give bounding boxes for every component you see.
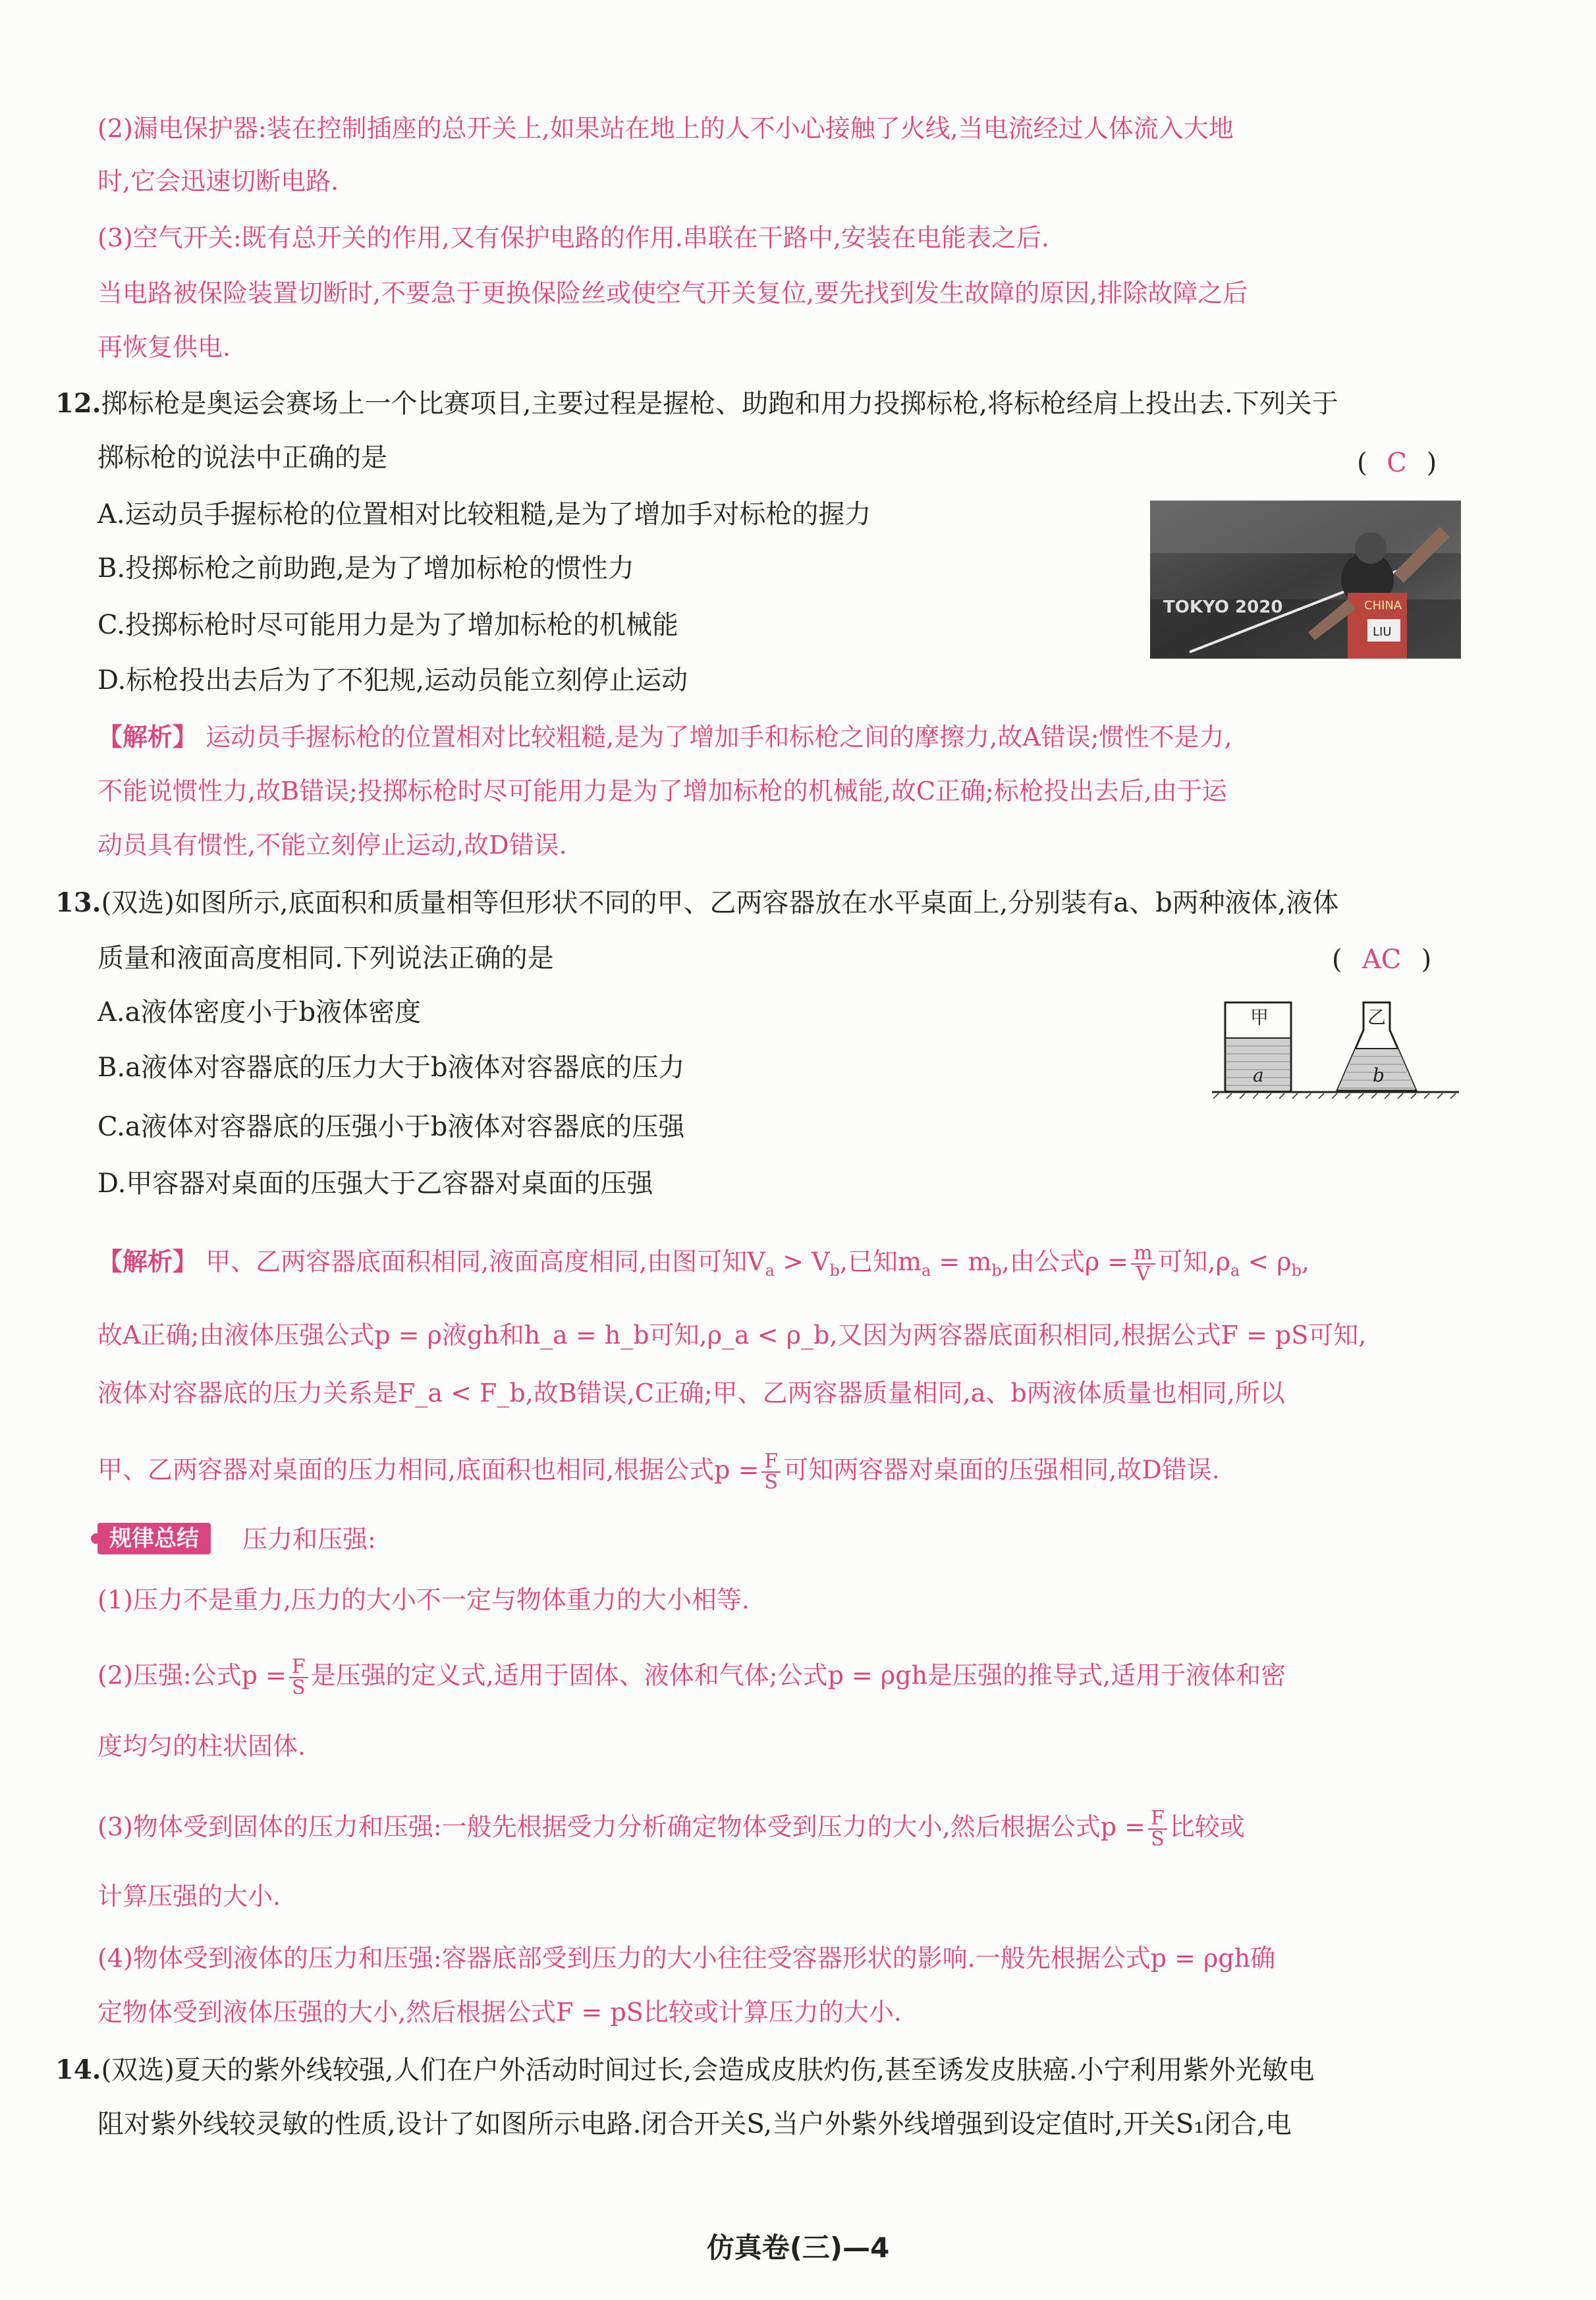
q13-option-b: B.a液体对容器底的压力大于b液体对容器底的压力 (97, 1053, 685, 1083)
summary-s3-frac-den: S (1151, 1828, 1165, 1851)
q14-stem-line1 (55, 2054, 1315, 2087)
page-footer: 仿真卷(三)—4 (706, 2232, 890, 2264)
q12-option-d: D.标枪投出去后为了不犯规,运动员能立刻停止运动 (97, 665, 688, 696)
summary-s3-part2: 比较或 (1169, 1812, 1245, 1842)
summary-item-2-line1 (97, 1657, 1286, 1698)
q12-analysis-line1 (97, 721, 1232, 753)
summary-s3-fraction (1148, 1809, 1167, 1849)
fig-a-label: a (1253, 1064, 1264, 1086)
q12-option-b: B.投掷标枪之前助跑,是为了增加标枪的惯性力 (97, 553, 634, 584)
containers-diagram-svg (1212, 1000, 1462, 1099)
prev-note-line2: 再恢复供电. (97, 333, 231, 362)
q12-analysis-line2: 不能说惯性力,故B错误;投掷标枪时尽可能用力是为了增加标枪的机械能,故C正确;标枪投出去后,由于运 (97, 777, 1227, 806)
q13-number: 13. (55, 887, 101, 918)
q12-stem-line2: 掷标枪的说法中正确的是 (97, 443, 387, 473)
q14-stem-text1: (双选)夏天的紫外线较强,人们在户外活动时间过长,会造成皮肤灼伤,甚至诱发皮肤癌.小宁利用紫外光敏电 (101, 2055, 1315, 2085)
q13-analysis-tag: 【解析】 (97, 1246, 198, 1276)
q12-answer-value: C (1387, 448, 1407, 478)
q13-an1-part1: 甲、乙两容器底面积相同,液面高度相同,由图可知V (206, 1247, 765, 1276)
q13-an1-part8: , (1302, 1247, 1310, 1276)
q13-an1-part5: ,由公式ρ = (1001, 1247, 1129, 1276)
q13-an1-frac-num: m (1131, 1244, 1155, 1265)
summary-item-3-line1 (97, 1809, 1245, 1849)
q12-number: 12. (55, 388, 101, 419)
summary-s2-fraction (289, 1657, 308, 1698)
containers-diagram (1212, 1000, 1462, 1099)
summary-title: 压力和压强: (242, 1525, 376, 1554)
q13-analysis-line2: 故A正确;由液体压强公式p = ρ液gh和h_a = h_b可知,ρ_a < ρ_b,又因为两容器底面积相同,根据公式F = pS可知, (97, 1321, 1367, 1350)
q13-an4-fraction (761, 1452, 781, 1492)
q12-analysis-tag: 【解析】 (97, 722, 198, 752)
q13-an1-part3: ,已知m (839, 1247, 922, 1276)
summary-s3-part1: (3)物体受到固体的压力和压强:一般先根据受力分析确定物体受到压力的大小,然后根据公式p = (97, 1812, 1145, 1842)
q13-an4-frac-den: S (764, 1471, 779, 1494)
q13-an1-frac-den: V (1136, 1263, 1151, 1286)
summary-s3-frac-num: F (1148, 1809, 1167, 1830)
q12-option-a: A.运动员手握标枪的位置相对比较粗糙,是为了增加手对标枪的握力 (97, 499, 871, 530)
summary-s2-frac-num: F (289, 1657, 308, 1678)
q13-analysis-line3: 液体对容器底的压力关系是F_a < F_b,故B错误,C正确;甲、乙两容器质量相同,a、b两液体质量也相同,所以 (97, 1379, 1285, 1408)
q13-an1-part4: = m (939, 1247, 992, 1276)
q12-stem-line1 (55, 387, 1338, 420)
fig-yi-label: 乙 (1367, 1006, 1387, 1028)
summary-s2-part1: (2)压强:公式p = (97, 1660, 287, 1690)
summary-item-4-line1: (4)物体受到液体的压力和压强:容器底部受到压力的大小往往受容器形状的影响.一般先根据公式p = ρgh确 (97, 1944, 1276, 1973)
q12-answer-close: ) (1426, 448, 1437, 478)
q13-an1-fraction (1131, 1244, 1155, 1284)
q13-answer-open: ( (1332, 945, 1342, 975)
prev-note-line1: 当电路被保险装置切断时,不要急于更换保险丝或使空气开关复位,要先找到发生故障的原因,排除故障之后 (97, 279, 1248, 308)
q12-answer (1357, 447, 1437, 479)
javelin-photo (1150, 501, 1461, 659)
q13-option-a: A.a液体密度小于b液体密度 (97, 997, 422, 1027)
q12-option-c: C.投掷标枪时尽可能用力是为了增加标枪的机械能 (97, 610, 678, 640)
q12-answer-open: ( (1357, 448, 1367, 478)
q13-stem-line2: 质量和液面高度相同.下列说法正确的是 (97, 943, 554, 973)
q13-analysis-line1: 【解析】 甲、乙两容器底面积相同,液面高度相同,由图可知$V_a > V_b$,已知$m_a = m_b$,由公式ρ = $\frac{m}{V}$ 可知$,\rho_a < \rho_b$, (97, 1242, 1310, 1286)
summary-item-4-line2: 定物体受到液体压强的大小,然后根据公式F = pS比较或计算压力的大小. (97, 1998, 902, 2027)
q13-an4-frac-num: F (761, 1452, 781, 1473)
q13-an1-part2: > V (783, 1247, 830, 1276)
summary-s2-frac-den: S (292, 1676, 306, 1699)
summary-s2-part2: 是压强的定义式,适用于固体、液体和气体;公式p = ρgh是压强的推导式,适用于液体和密 (310, 1660, 1286, 1690)
fig-jia-label: 甲 (1250, 1006, 1269, 1028)
q13-an4-part1: 甲、乙两容器对桌面的压力相同,底面积也相同,根据公式p = (97, 1455, 759, 1485)
q14-stem-line2: 阻对紫外线较灵敏的性质,设计了如图所示电路.闭合开关S,当户外紫外线增强到设定值时,开关S₁闭合,电 (97, 2109, 1292, 2139)
summary-badge: 规律总结 (97, 1523, 211, 1554)
q12-analysis-line3: 动员具有惯性,不能立刻停止运动,故D错误. (97, 831, 567, 860)
q12-stem-text1: 掷标枪是奥运会赛场上一个比赛项目,主要过程是握枪、助跑和用力投掷标枪,将标枪经肩上投出去.下列关于 (101, 389, 1338, 419)
photo-bib-text: LIU (1373, 625, 1392, 639)
javelin-photo-svg (1150, 501, 1461, 659)
q13-stem-text1: (双选)如图所示,底面积和质量相等但形状不同的甲、乙两容器放在水平桌面上,分别装有a、b两种液体,液体 (101, 888, 1339, 918)
prev-item-3: (3)空气开关:既有总开关的作用,又有保护电路的作用.串联在干路中,安装在电能表之后. (97, 223, 1049, 252)
q13-option-c: C.a液体对容器底的压强小于b液体对容器底的压强 (97, 1112, 685, 1142)
summary-item-3-line2: 计算压强的大小. (97, 1882, 281, 1911)
q13-analysis-line4 (97, 1452, 1220, 1492)
q14-number: 14. (55, 2054, 101, 2085)
prev-item-2-line1: (2)漏电保护器:装在控制插座的总开关上,如果站在地上的人不小心接触了火线,当电流经过人体流入大地 (97, 114, 1234, 143)
q13-an1-part7: < ρ (1248, 1247, 1292, 1276)
q13-answer-value: AC (1362, 945, 1402, 975)
q13-an4-part2: 可知两容器对桌面的压强相同,故D错误. (783, 1455, 1220, 1485)
q13-stem-line1 (55, 887, 1338, 919)
photo-tokyo-text: TOKYO 2020 (1163, 597, 1283, 617)
prev-item-2-line2: 时,它会迅速切断电路. (97, 167, 339, 196)
q13-option-d: D.甲容器对桌面的压强大于乙容器对桌面的压强 (97, 1168, 653, 1199)
summary-item-2-line2: 度均匀的柱状固体. (97, 1732, 306, 1761)
q13-answer-close: ) (1421, 945, 1432, 975)
fig-b-label: b (1373, 1064, 1385, 1086)
summary-item-1: (1)压力不是重力,压力的大小不一定与物体重力的大小相等. (97, 1585, 750, 1614)
q12-analysis-text1: 运动员手握标枪的位置相对比较粗糙,是为了增加手和标枪之间的摩擦力,故A错误;惯性不是力, (206, 723, 1232, 752)
q13-an1-part6: 可知,ρ (1157, 1247, 1230, 1276)
photo-china-text: CHINA (1364, 599, 1402, 613)
q13-answer (1332, 943, 1431, 976)
